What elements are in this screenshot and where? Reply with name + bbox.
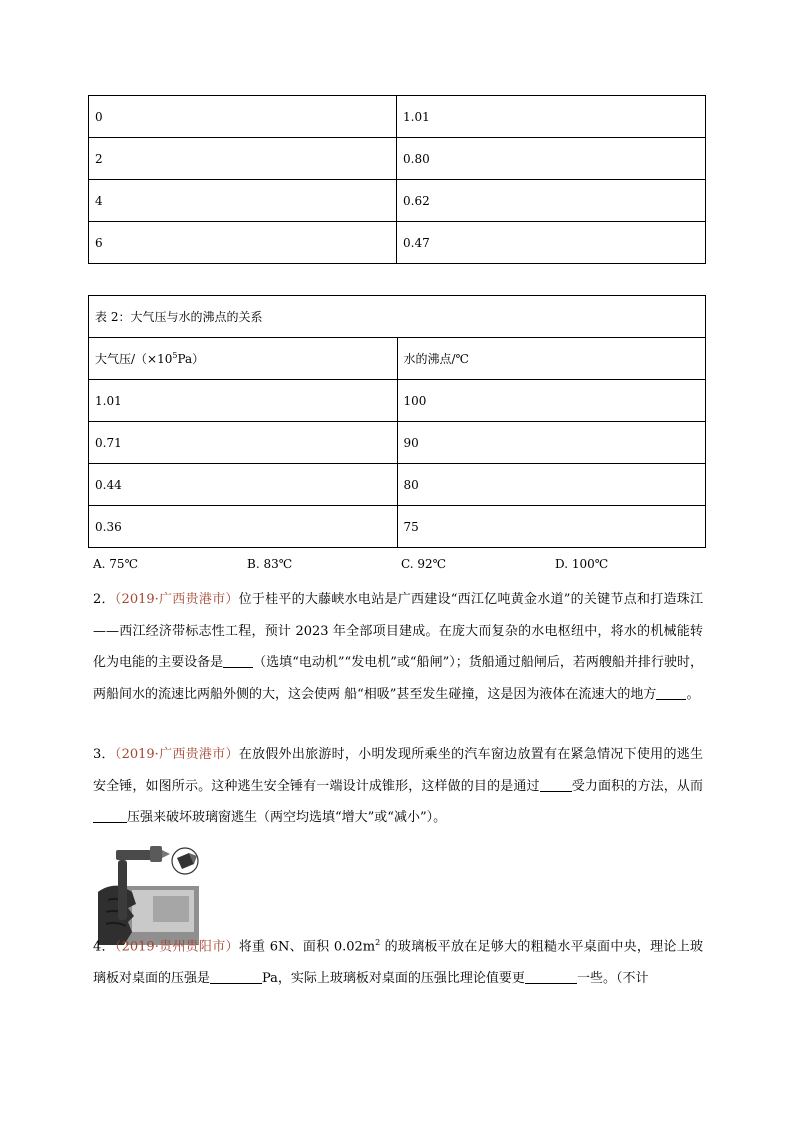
- choice-a: A. 75℃: [93, 557, 138, 571]
- question-text: 压强来破坏玻璃窗逃生（两空均选填“增大”或“减小”）。: [127, 810, 447, 825]
- table-header-row: [89, 338, 706, 380]
- column-header-boiling-point: 水的沸点/℃: [397, 338, 706, 380]
- table-row: [89, 222, 706, 264]
- table-cell: 0: [89, 96, 397, 138]
- question-4: 4．（2019·贵州贵阳市）将重 6N、面积 $0.02m^2$ 的玻璃板平放在足够大的粗糙水平桌面中央，理论上玻璃板对桌面的压强是 Pa，实际上玻璃板对桌面的压强比理论值要更 一些。（不计: [93, 938, 703, 986]
- table-row: [89, 180, 706, 222]
- question-text: 。: [686, 686, 700, 702]
- table-cell: 4: [89, 180, 397, 222]
- table-cell: 0.62: [397, 180, 706, 222]
- answer-blank[interactable]: [540, 777, 572, 792]
- pressure-boiling-point-table: [88, 295, 706, 548]
- table-caption: 表 2：大气压与水的沸点的关系: [89, 296, 706, 338]
- question-number: 2．: [93, 592, 115, 607]
- question-text: 一些。（不计: [576, 970, 649, 986]
- table-cell: 0.44: [89, 464, 398, 506]
- table-cell: 1.01: [89, 380, 398, 422]
- answer-choices: [93, 557, 713, 573]
- table-cell: 6: [89, 222, 397, 264]
- table-cell: 90: [397, 422, 706, 464]
- table-cell: 2: [89, 138, 397, 180]
- question-number: 4．: [93, 939, 115, 955]
- table-cell: 0.80: [397, 138, 706, 180]
- choice-c: C. 92℃: [401, 557, 447, 571]
- question-2: [93, 584, 703, 710]
- table-cell: 80: [397, 464, 706, 506]
- table-row: [89, 464, 706, 506]
- question-text: 在放假外出旅游时，小明发现所乘坐的汽车窗边放置有在紧急情况下使用的逃生安全锤，如图所示。这种逃生安全锤有一端设计成锥形，这样做的目的是通过: [93, 747, 703, 794]
- question-number: 3．: [93, 747, 115, 762]
- question-text: 受力面积的方法，从而: [571, 778, 703, 794]
- table-cell: 1.01: [397, 96, 706, 138]
- table-row: [89, 138, 706, 180]
- table-cell: 100: [397, 380, 706, 422]
- boiling-data-table-continued: [88, 95, 706, 264]
- answer-blank[interactable]: [210, 969, 262, 984]
- question-text: （选填“电动机”“发电机”或“船闸”）；货船通过船闸后，若两艘船并排行驶时，两船间水的流速比两船外侧的大，这会使两 船“相吸”甚至发生碰撞，这是因为液体在流速大的地方: [93, 655, 703, 702]
- table-row: [89, 506, 706, 548]
- table-cell: 75: [397, 506, 706, 548]
- question-3: [93, 739, 703, 834]
- question-text: 将重 6N、面积 0.02m: [238, 939, 376, 955]
- answer-blank[interactable]: [93, 808, 127, 823]
- choice-b: B. 83℃: [247, 557, 293, 571]
- answer-blank[interactable]: [656, 685, 686, 700]
- table-cell: 0.36: [89, 506, 398, 548]
- table-cell: 0.47: [397, 222, 706, 264]
- column-header-pressure: 大气压$/(\times 10^5Pa)$: [89, 338, 398, 380]
- choice-d: D. 100℃: [555, 557, 609, 571]
- question-source: （2019·广西贵港市）: [114, 747, 239, 762]
- question-source: （2019·广西贵港市）: [114, 592, 239, 607]
- answer-blank[interactable]: [525, 969, 577, 984]
- question-text: 的玻璃板平放在足够大的粗糙水平桌面中央，理论上玻璃板对桌面的压强是: [93, 939, 703, 986]
- answer-blank[interactable]: [223, 653, 253, 668]
- table-row: [89, 422, 706, 464]
- question-source: （2019·贵州贵阳市）: [114, 939, 239, 955]
- table-cell: 0.71: [89, 422, 398, 464]
- table-caption-row: [89, 296, 706, 338]
- table-row: [89, 380, 706, 422]
- question-text: Pa，实际上玻璃板对桌面的压强比理论值要更: [262, 970, 525, 986]
- table-row: [89, 96, 706, 138]
- question-text: 位于桂平的大藤峡水电站是广西建设“西江亿吨黄金水道”的关键节点和打造珠江——西江经济带标志性工程，预计 2023 年全部项目建成。在庞大而复杂的水电枢纽中，将水的机械能转化为电能的主要设备是: [93, 592, 703, 670]
